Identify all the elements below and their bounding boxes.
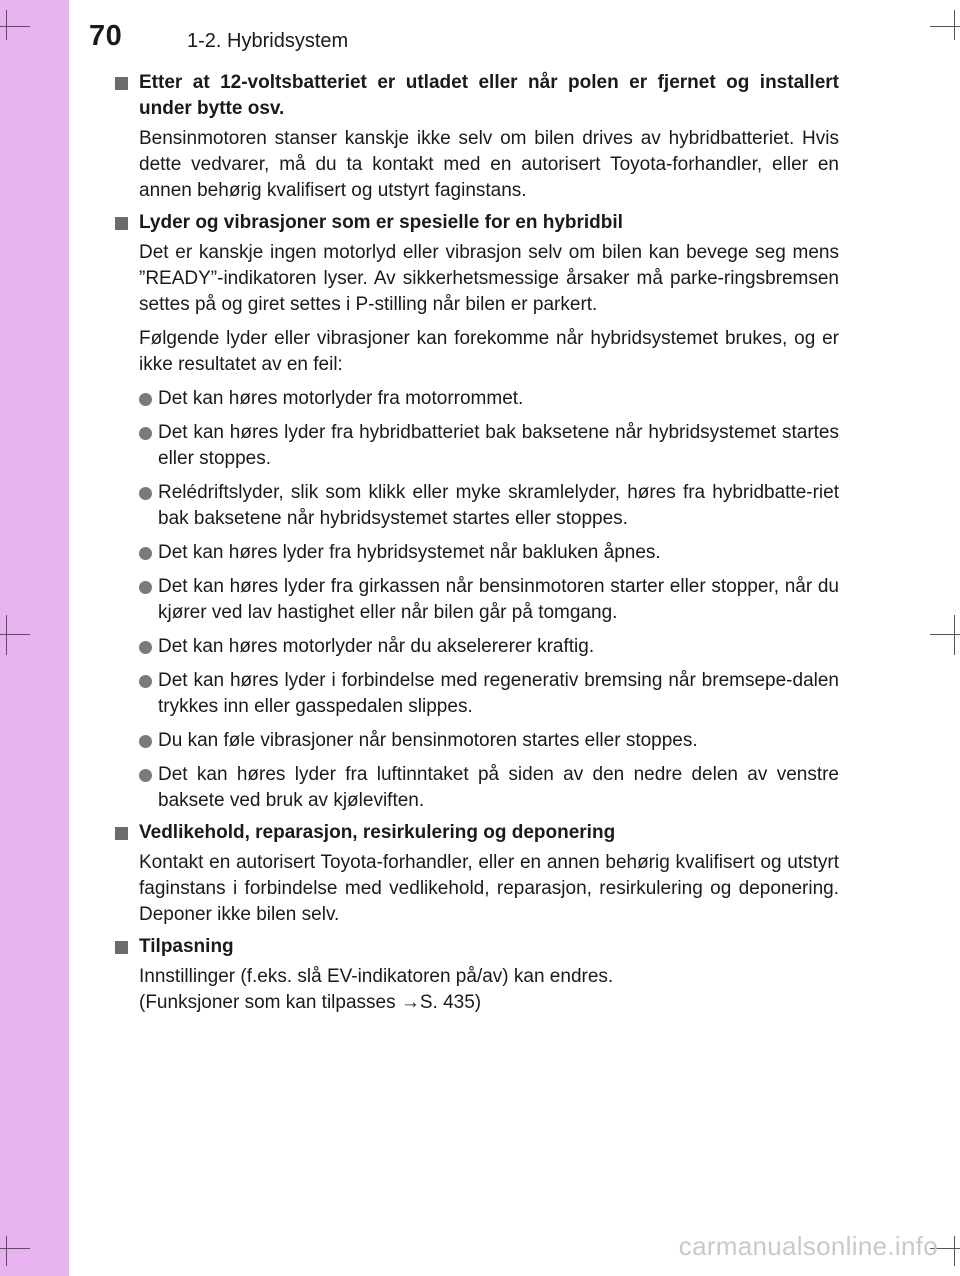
section-battery-disconnect (113, 70, 839, 204)
round-bullet-icon (139, 581, 152, 594)
square-bullet-icon (115, 77, 128, 90)
round-bullet-icon (139, 641, 152, 654)
list-item: Det kan høres lyder fra luftinntaket på siden av den nedre delen av venstre baksete ved bruk av kjøleviften. (113, 762, 839, 814)
list-item: Det kan høres lyder fra hybridbatteriet bak baksetene når hybridsystemet startes eller stoppes. (113, 420, 839, 472)
page-side-tab (0, 0, 69, 1276)
page-reference-link[interactable]: (Funksjoner som kan tilpasses →S. 435) (139, 992, 482, 1013)
square-bullet-icon (115, 217, 128, 230)
paragraph: Kontakt en autorisert Toyota-forhandler, eller en annen behørig kvalifisert og utstyrt faginstans i forbindelse med vedlikehold, reparasjon, resirkulering og deponering. Deponer ikke bilen selv. (139, 852, 839, 925)
list-item: Det kan høres lyder fra hybridsystemet når bakluken åpnes. (113, 540, 839, 566)
bullet-list (113, 386, 839, 814)
section-maintenance (113, 820, 839, 928)
section-heading: Lyder og vibrasjoner som er spesielle for en hybridbil (113, 210, 839, 236)
section-heading: Etter at 12-voltsbatteriet er utladet eller når polen er fjernet og installert under bytte osv. (113, 70, 839, 122)
section-hybrid-sounds (113, 210, 839, 814)
round-bullet-icon (139, 427, 152, 440)
section-title: 1-2. Hybridsystem (187, 30, 349, 52)
paragraph: Det er kanskje ingen motorlyd eller vibrasjon selv om bilen kan bevege seg mens ”READY”-indikatoren lyser. Av sikkerhetsmessige årsaker må parke-ringsbremsen settes på og giret settes i P-stilling når bilen er parkert. (139, 242, 839, 315)
paragraph: Følgende lyder eller vibrasjoner kan forekomme når hybridsystemet brukes, og er ikke resultatet av en feil: (139, 328, 839, 375)
round-bullet-icon (139, 487, 152, 500)
page-content (113, 70, 839, 1016)
square-bullet-icon (115, 941, 128, 954)
section-customization (113, 934, 839, 1016)
list-item: Det kan høres motorlyder fra motorrommet. (113, 386, 839, 412)
round-bullet-icon (139, 547, 152, 560)
list-item: Relédriftslyder, slik som klikk eller myke skramlelyder, høres fra hybridbatte-riet bak baksetene når hybridsystemet startes eller stoppes. (113, 480, 839, 532)
paragraph: Innstillinger (f.eks. slå EV-indikatoren på/av) kan endres. (Funksjoner som kan tilpasses →S. 435) (113, 964, 839, 1016)
round-bullet-icon (139, 735, 152, 748)
watermark-text: carmanualsonline.info (678, 1231, 938, 1261)
list-item: Det kan høres motorlyder når du akselererer kraftig. (113, 634, 839, 660)
section-heading: Tilpasning (113, 934, 839, 960)
round-bullet-icon (139, 393, 152, 406)
paragraph: Bensinmotoren stanser kanskje ikke selv om bilen drives av hybridbatteriet. Hvis dette vedvarer, må du ta kontakt med en autorisert Toyota-forhandler, eller en annen behørig kvalifisert og utstyrt faginstans. (139, 128, 839, 201)
list-item: Det kan høres lyder fra girkassen når bensinmotoren starter eller stopper, når du kjører ved lav hastighet eller når bilen går på tomgang. (113, 574, 839, 626)
section-heading: Vedlikehold, reparasjon, resirkulering og deponering (113, 820, 839, 846)
round-bullet-icon (139, 769, 152, 782)
page-number: 70 (89, 20, 123, 52)
list-item: Du kan føle vibrasjoner når bensinmotoren startes eller stoppes. (113, 728, 839, 754)
page-header (69, 0, 960, 58)
square-bullet-icon (115, 827, 128, 840)
list-item: Det kan høres lyder i forbindelse med regenerativ bremsing når bremsepe-dalen trykkes inn eller gasspedalen slippes. (113, 668, 839, 720)
round-bullet-icon (139, 675, 152, 688)
